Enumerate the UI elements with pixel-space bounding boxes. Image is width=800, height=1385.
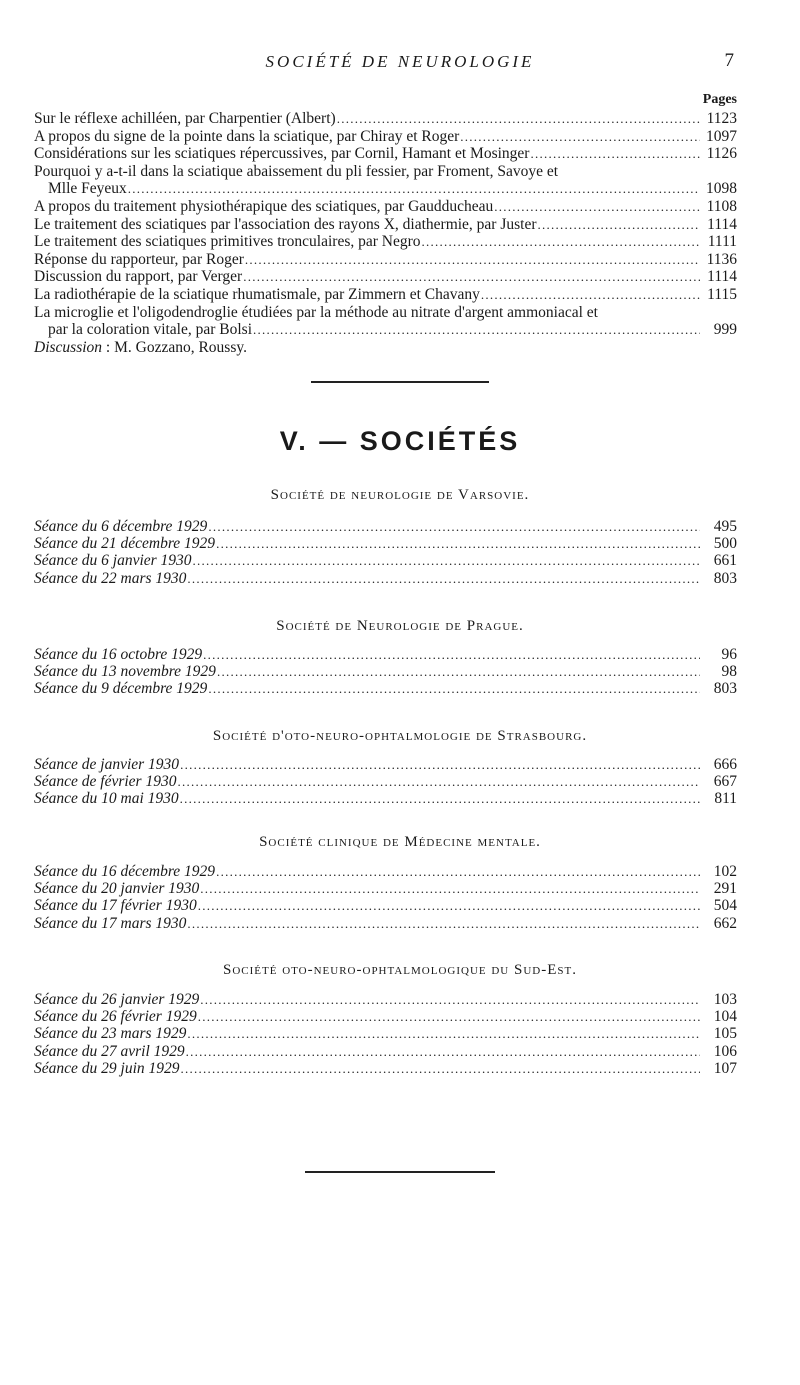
dot-leader [198, 1008, 700, 1025]
session-text: Séance du 27 avril 1929 [34, 1042, 185, 1060]
session-entry [34, 790, 737, 807]
session-page: 103 [713, 991, 737, 1008]
dot-leader [422, 233, 700, 251]
session-text: Séance du 26 janvier 1929 [34, 991, 200, 1008]
dot-leader [216, 535, 700, 552]
running-head [0, 52, 800, 76]
society-heading: Société clinique de Médecine mentale. [259, 834, 541, 850]
session-list [34, 991, 737, 1077]
society-heading: Société oto-neuro-ophtalmologique du Sud-Est. [223, 962, 577, 978]
session-entry [34, 1060, 737, 1077]
session-entry [34, 1043, 737, 1060]
session-entry [34, 897, 737, 914]
discussion-label: Discussion [34, 338, 103, 356]
session-list [34, 518, 737, 587]
dot-leader [200, 991, 700, 1008]
session-page: 102 [713, 863, 737, 880]
session-page: 661 [713, 552, 737, 570]
dot-leader [187, 1025, 700, 1042]
toc-entry-text: Réponse du rapporteur, par Roger [34, 250, 244, 268]
toc-entry-text: Pourquoi y a-t-il dans la sciatique abaissement du pli fessier, par Froment, Savoye et [34, 162, 559, 180]
toc-entry [34, 163, 737, 198]
toc-entry-text: Discussion du rapport, par Verger [34, 268, 243, 286]
toc-entry [34, 286, 737, 304]
session-text: Séance du 21 décembre 1929 [34, 535, 216, 553]
dot-leader [200, 880, 700, 897]
section-title: V. — SOCIÉTÉS [279, 426, 521, 456]
dot-leader [243, 268, 700, 286]
running-title: SOCIÉTÉ DE NEUROLOGIE [265, 52, 535, 71]
session-list [34, 646, 737, 698]
session-text: Séance du 6 décembre 1929 [34, 518, 208, 535]
toc-entry-text: La microglie et l'oligodendroglie étudiées par la méthode au nitrate d'argent ammoniacal et [34, 303, 598, 321]
dot-leader [186, 1043, 700, 1060]
toc-entry-page: 1098 [706, 180, 737, 198]
discussion-line [34, 339, 737, 357]
session-page: 104 [713, 1008, 737, 1026]
toc-entry [34, 304, 737, 339]
session-text: Séance du 23 mars 1929 [34, 1025, 187, 1043]
dot-leader [187, 915, 700, 932]
session-page: 504 [713, 897, 737, 915]
dot-leader [193, 552, 700, 569]
session-entry [34, 1008, 737, 1025]
session-entry [34, 680, 737, 697]
toc-entry [34, 145, 737, 163]
dot-leader [253, 321, 700, 339]
session-page: 667 [713, 773, 737, 791]
end-divider [305, 1171, 495, 1173]
toc-entry-page: 1126 [706, 145, 737, 163]
discussion-text: : M. Gozzano, Roussy. [102, 338, 247, 356]
toc-entry [34, 233, 737, 251]
toc-entry-page: 1108 [706, 197, 737, 215]
toc-entry-page: 999 [713, 321, 737, 339]
toc-entry-text: Sur le réflexe achilléen, par Charpentier (Albert) [34, 110, 336, 127]
dot-leader [198, 897, 700, 914]
toc-entry-page: 1114 [707, 215, 737, 233]
session-text: Séance du 6 janvier 1930 [34, 552, 192, 570]
session-entry [34, 756, 737, 773]
dot-leader [245, 251, 700, 269]
session-page: 803 [713, 569, 737, 587]
session-page: 106 [713, 1042, 737, 1060]
session-text: Séance du 17 février 1930 [34, 897, 197, 915]
session-page: 811 [714, 790, 737, 808]
dot-leader [180, 790, 700, 807]
session-entry [34, 1025, 737, 1042]
toc-entry [34, 216, 737, 234]
session-entry [34, 646, 737, 663]
session-page: 666 [713, 756, 737, 773]
toc-entry [34, 268, 737, 286]
session-page: 495 [713, 518, 737, 535]
dot-leader [208, 680, 700, 697]
dot-leader [203, 646, 700, 663]
session-list [34, 756, 737, 808]
session-entry [34, 863, 737, 880]
session-text: Séance du 20 janvier 1930 [34, 880, 200, 898]
session-page: 96 [721, 646, 737, 663]
dot-leader [481, 286, 700, 304]
session-text: Séance du 10 mai 1930 [34, 790, 179, 808]
dot-leader [337, 110, 700, 128]
session-entry [34, 518, 737, 535]
toc-entry [34, 110, 737, 128]
session-text: Séance du 13 novembre 1929 [34, 663, 216, 681]
session-entry [34, 773, 737, 790]
dot-leader [530, 145, 700, 163]
session-entry [34, 535, 737, 552]
pages-column-label: Pages [702, 92, 737, 107]
section-divider [311, 381, 489, 383]
toc-entry-text: Considérations sur les sciatiques répercussives, par Cornil, Hamant et Mosinger [34, 145, 530, 163]
toc-entry-text: A propos du traitement physiothérapique des sciatiques, par Gaudducheau [34, 197, 494, 215]
toc-entry-text-continued: Mlle Feyeux [48, 180, 127, 198]
session-text: Séance du 17 mars 1930 [34, 914, 187, 932]
session-page: 107 [713, 1059, 737, 1077]
dot-leader [460, 128, 700, 146]
session-page: 98 [721, 663, 737, 681]
toc-entry-page: 1097 [706, 127, 737, 145]
session-text: Séance de février 1930 [34, 773, 177, 791]
session-text: Séance du 9 décembre 1929 [34, 680, 208, 698]
session-text: Séance du 16 décembre 1929 [34, 863, 216, 880]
dot-leader [187, 570, 700, 587]
toc-list [34, 110, 737, 356]
dot-leader [128, 180, 700, 198]
dot-leader [494, 198, 700, 216]
session-entry [34, 880, 737, 897]
toc-entry-page: 1115 [707, 285, 737, 303]
dot-leader [538, 216, 700, 234]
toc-entry-text: Le traitement des sciatiques primitives tronculaires, par Negro [34, 233, 421, 251]
toc-entry [34, 198, 737, 216]
session-entry [34, 663, 737, 680]
toc-entry-page: 1111 [707, 233, 737, 251]
session-list [34, 863, 737, 932]
session-entry [34, 915, 737, 932]
society-heading: Société de Neurologie de Prague. [276, 618, 524, 634]
dot-leader [216, 863, 700, 880]
session-page: 803 [713, 680, 737, 698]
toc-entry-text: Le traitement des sciatiques par l'association des rayons X, diathermie, par Juster [34, 215, 537, 233]
session-page: 105 [713, 1025, 737, 1043]
toc-entry-page: 1123 [706, 110, 737, 127]
dot-leader [208, 518, 700, 535]
session-entry [34, 991, 737, 1008]
session-text: Séance du 16 octobre 1929 [34, 646, 203, 663]
toc-entry-text-continued: par la coloration vitale, par Bolsi [48, 321, 253, 339]
society-heading: Société d'oto-neuro-ophtalmologie de Strasbourg. [212, 728, 588, 744]
session-entry [34, 570, 737, 587]
session-page: 500 [713, 535, 737, 553]
session-page: 291 [713, 880, 737, 898]
society-heading: Société de neurologie de Varsovie. [270, 487, 530, 503]
toc-entry-page: 1136 [706, 250, 737, 268]
dot-leader [180, 756, 700, 773]
toc-entry-text: La radiothérapie de la sciatique rhumatismale, par Zimmern et Chavany [34, 285, 480, 303]
toc-entry [34, 128, 737, 146]
session-text: Séance de janvier 1930 [34, 756, 180, 773]
toc-entry [34, 251, 737, 269]
dot-leader [217, 663, 700, 680]
session-entry [34, 552, 737, 569]
page-number: 7 [724, 50, 734, 71]
dot-leader [181, 1060, 700, 1077]
session-text: Séance du 29 juin 1929 [34, 1059, 180, 1077]
session-text: Séance du 26 février 1929 [34, 1008, 197, 1026]
toc-entry-text: A propos du signe de la pointe dans la sciatique, par Chiray et Roger [34, 127, 460, 145]
session-text: Séance du 22 mars 1930 [34, 569, 187, 587]
dot-leader [177, 773, 700, 790]
toc-entry-page: 1114 [707, 268, 737, 286]
session-page: 662 [713, 914, 737, 932]
